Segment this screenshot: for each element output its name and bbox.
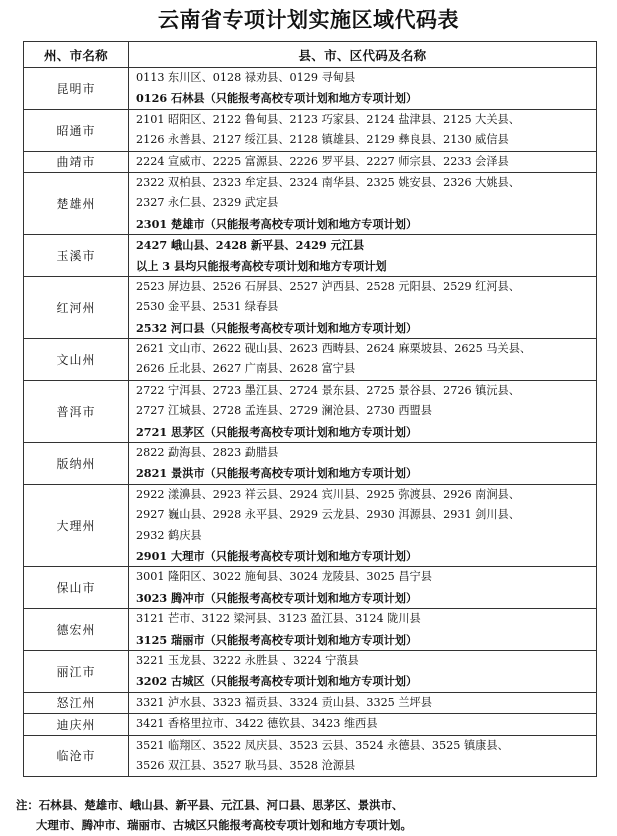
county-codes-cell <box>129 484 597 567</box>
special-plan-note-line: 以上 3 县均只能报考高校专项计划和地方专项计划 <box>136 258 387 273</box>
footnote-line-1: 注：石林县、楚雄市、峨山县、新平县、元江县、河口县、思茅区、景洪市、 <box>16 798 404 812</box>
footnote-line-2: 大理市、腾冲市、瑞丽市、古城区只能报考高校专项计划和地方专项计划。 <box>36 818 412 832</box>
county-code-line: 2621 文山市、2622 砚山县、2623 西畴县、2624 麻栗坡县、2625 马关县、 <box>136 342 532 356</box>
county-code-line: 2224 宣威市、2225 富源县、2226 罗平县、2227 师宗县、2233 会泽县 <box>136 154 509 168</box>
county-code-line: 3521 临翔区、3522 凤庆县、3523 云县、3524 永德县、3525 镇康县、 <box>136 738 509 752</box>
county-codes-cell <box>129 235 597 277</box>
table-row <box>24 172 597 234</box>
county-codes-cell <box>129 692 597 713</box>
table-row <box>24 567 597 609</box>
document-title: 云南省专项计划实施区域代码表 <box>158 8 459 32</box>
region-name-cell: 怒江州 <box>24 692 129 713</box>
region-name-cell: 普洱市 <box>24 380 129 442</box>
county-code-line: 2927 巍山县、2928 永平县、2929 云龙县、2930 洱源县、2931 剑川县、 <box>136 508 520 522</box>
table-row <box>24 235 597 277</box>
special-plan-note-line: 3023 腾冲市（只能报考高校专项计划和地方专项计划） <box>136 590 418 605</box>
county-codes-cell <box>129 339 597 381</box>
region-name-cell: 保山市 <box>24 567 129 609</box>
county-code-line: 3526 双江县、3527 耿马县、3528 沧源县 <box>136 758 356 772</box>
region-name-cell: 丽江市 <box>24 650 129 692</box>
county-code-line: 3321 泸水县、3323 福贡县、3324 贡山县、3325 兰坪县 <box>136 695 432 709</box>
table-row <box>24 380 597 442</box>
table-row <box>24 609 597 651</box>
county-code-line: 2126 永善县、2127 绥江县、2128 镇雄县、2129 彝良县、2130 威信县 <box>136 133 509 147</box>
header-codes: 县、市、区代码及名称 <box>129 42 597 68</box>
region-name-cell: 楚雄州 <box>24 172 129 234</box>
special-plan-note-line: 2301 楚雄市（只能报考高校专项计划和地方专项计划） <box>136 216 418 231</box>
county-code-line: 2530 金平县、2531 绿春县 <box>136 300 279 314</box>
county-code-line: 3121 芒市、3122 梁河县、3123 盈江县、3124 陇川县 <box>136 612 421 626</box>
special-plan-note-line: 3202 古城区（只能报考高校专项计划和地方专项计划） <box>136 674 418 689</box>
special-plan-note-line: 2427 峨山县、2428 新平县、2429 元江县 <box>136 238 365 253</box>
region-name-cell: 昭通市 <box>24 109 129 151</box>
table-row <box>24 692 597 713</box>
table-row <box>24 109 597 151</box>
region-name-cell: 曲靖市 <box>24 151 129 172</box>
region-name-cell: 迪庆州 <box>24 714 129 735</box>
region-name-cell: 文山州 <box>24 339 129 381</box>
special-plan-note-line: 2821 景洪市（只能报考高校专项计划和地方专项计划） <box>136 466 418 481</box>
table-row <box>24 714 597 735</box>
table-row <box>24 443 597 485</box>
special-plan-note-line: 2901 大理市（只能报考高校专项计划和地方专项计划） <box>136 548 418 563</box>
table-row <box>24 735 597 777</box>
county-code-line: 3221 玉龙县、3222 永胜县 、3224 宁蒗县 <box>136 653 359 667</box>
table-row <box>24 151 597 172</box>
special-plan-note-line: 2532 河口县（只能报考高校专项计划和地方专项计划） <box>136 320 418 335</box>
county-code-line: 2322 双柏县、2323 牟定县、2324 南华县、2325 姚安县、2326 大姚县、 <box>136 175 520 189</box>
county-codes-cell <box>129 172 597 234</box>
county-code-line: 2327 永仁县、2329 武定县 <box>136 196 279 210</box>
table-body <box>24 68 597 777</box>
region-name-cell: 昆明市 <box>24 68 129 110</box>
county-code-line: 3001 隆阳区、3022 施甸县、3024 龙陵县、3025 昌宁县 <box>136 570 432 584</box>
county-codes-cell <box>129 68 597 110</box>
county-codes-cell <box>129 109 597 151</box>
county-code-line: 2722 宁洱县、2723 墨江县、2724 景东县、2725 景谷县、2726 镇沅县、 <box>136 383 520 397</box>
county-code-line: 3421 香格里拉市、3422 德钦县、3423 维西县 <box>136 717 378 731</box>
region-code-table <box>23 41 597 777</box>
county-codes-cell <box>129 567 597 609</box>
county-codes-cell <box>129 609 597 651</box>
table-header-row <box>24 42 597 68</box>
county-code-line: 2101 昭阳区、2122 鲁甸县、2123 巧家县、2124 盐津县、2125 大关县、 <box>136 112 520 126</box>
table-row <box>24 650 597 692</box>
region-name-cell: 临沧市 <box>24 735 129 777</box>
county-code-line: 2932 鹤庆县 <box>136 528 202 542</box>
region-name-cell: 德宏州 <box>24 609 129 651</box>
county-code-line: 2922 漾濞县、2923 祥云县、2924 宾川县、2925 弥渡县、2926 南涧县、 <box>136 487 520 501</box>
county-code-line: 2626 丘北县、2627 广南县、2628 富宁县 <box>136 362 356 376</box>
special-plan-note-line: 3125 瑞丽市（只能报考高校专项计划和地方专项计划） <box>136 632 418 647</box>
county-codes-cell <box>129 151 597 172</box>
county-codes-cell <box>129 276 597 338</box>
table-row <box>24 68 597 110</box>
county-code-line: 2523 屏边县、2526 石屏县、2527 泸西县、2528 元阳县、2529 红河县、 <box>136 279 520 293</box>
header-region-name: 州、市名称 <box>24 42 129 68</box>
region-name-cell: 红河州 <box>24 276 129 338</box>
county-code-line: 2822 勐海县、2823 勐腊县 <box>136 446 279 460</box>
footnote <box>16 795 612 835</box>
region-name-cell: 大理州 <box>24 484 129 567</box>
county-codes-cell <box>129 714 597 735</box>
county-codes-cell <box>129 650 597 692</box>
special-plan-note-line: 0126 石林县（只能报考高校专项计划和地方专项计划） <box>136 91 418 106</box>
county-codes-cell <box>129 735 597 777</box>
region-name-cell: 版纳州 <box>24 443 129 485</box>
county-codes-cell <box>129 443 597 485</box>
county-code-line: 2727 江城县、2728 孟连县、2729 澜沧县、2730 西盟县 <box>136 404 432 418</box>
county-code-line: 0113 东川区、0128 禄劝县、0129 寻甸县 <box>136 71 356 84</box>
region-name-cell: 玉溪市 <box>24 235 129 277</box>
special-plan-note-line: 2721 思茅区（只能报考高校专项计划和地方专项计划） <box>136 424 418 439</box>
table-row <box>24 484 597 567</box>
county-codes-cell <box>129 380 597 442</box>
table-row <box>24 276 597 338</box>
table-row <box>24 339 597 381</box>
